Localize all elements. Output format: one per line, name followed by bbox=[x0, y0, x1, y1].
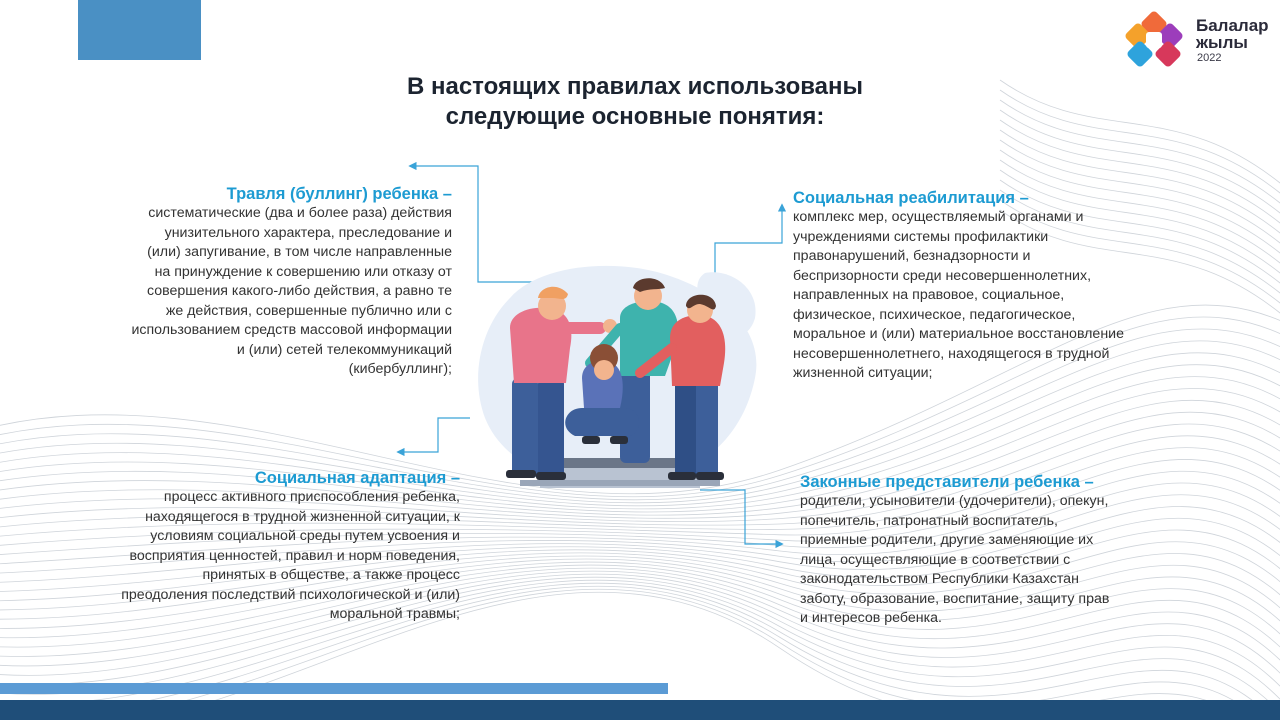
definition-line: физическое, психическое, педагогическое, bbox=[793, 306, 1076, 323]
definition-line: систематические (два и более раза) действия bbox=[148, 205, 452, 221]
definition-line: родители, усыновители (удочерители), опекун, bbox=[800, 493, 1109, 509]
definition-line: на принуждение к совершению или отказу от bbox=[154, 263, 452, 280]
definition-line: находящегося в трудной жизненной ситуации, к bbox=[145, 508, 460, 525]
term-heading: Социальная реабилитация – bbox=[793, 189, 1029, 207]
definition-line: использованием средств массовой информации bbox=[131, 322, 452, 338]
definition-line: направленных на правовое, социальное, bbox=[793, 287, 1065, 303]
definition-line: совершения какого-либо действия, а равно те bbox=[146, 283, 452, 299]
bottom-bar bbox=[0, 700, 1280, 720]
term-definition bbox=[793, 208, 1171, 384]
definition-line: приемные родители, другие заменяющие их bbox=[800, 532, 1094, 548]
definition-line: принятых в обществе, а также процесс bbox=[202, 567, 460, 583]
definition-line: правонарушений, безнадзорности и bbox=[793, 248, 1031, 264]
term-definition bbox=[70, 488, 460, 625]
term-heading: Законные представители ребенка – bbox=[800, 473, 1094, 491]
term-social-rehabilitation bbox=[793, 188, 1171, 384]
definition-line: же действия, совершенные публично или с bbox=[165, 302, 452, 319]
definition-line: процесс активного приспособления ребенка, bbox=[163, 489, 460, 505]
term-heading: Травля (буллинг) ребенка – bbox=[226, 185, 452, 203]
arrow-to-adaptation bbox=[398, 418, 470, 452]
bottom-accent-bar bbox=[0, 683, 668, 694]
logo-text-line2: жылы bbox=[1196, 33, 1248, 52]
slide-title-line2: следующие основные понятия: bbox=[445, 103, 825, 130]
logo-year: 2022 bbox=[1197, 52, 1222, 64]
term-definition bbox=[800, 492, 1160, 629]
definition-line: попечитель, патронатный воспитатель, bbox=[800, 512, 1058, 529]
definition-line: и (или) сетей телекоммуникаций bbox=[236, 341, 452, 358]
logo-text-line1: Балалар bbox=[1196, 16, 1269, 35]
definition-line: лица, осуществляющие в соответствии с bbox=[800, 551, 1071, 568]
definition-line: и интересов ребенка. bbox=[800, 610, 942, 626]
definition-line: жизненной ситуации; bbox=[793, 365, 933, 381]
definition-line: заботу, образование, воспитание, защиту прав bbox=[800, 590, 1110, 607]
definition-line: унизительного характера, преследование и bbox=[164, 224, 452, 241]
bullying-illustration bbox=[470, 258, 770, 494]
term-social-adaptation bbox=[70, 468, 460, 625]
definition-line: восприятия ценностей, правил и норм поведения, bbox=[129, 547, 460, 564]
slide-title-line1: В настоящих правилах использованы bbox=[406, 73, 864, 100]
definition-line: условиям социальной среды путем усвоения и bbox=[150, 528, 460, 544]
definition-line: несовершеннолетнего, находящегося в трудной bbox=[793, 345, 1110, 362]
term-definition bbox=[80, 204, 452, 380]
definition-line: учреждениями системы профилактики bbox=[793, 228, 1049, 245]
definition-line: моральной травмы; bbox=[329, 606, 460, 622]
definition-line: преодоления последствий психологической и (или) bbox=[121, 586, 460, 603]
definition-line: беспризорности среди несовершеннолетних, bbox=[793, 267, 1092, 284]
definition-line: моральное и (или) материальное восстановление bbox=[793, 326, 1124, 342]
term-bullying bbox=[80, 184, 452, 380]
definition-line: (или) запугивание, в том числе направленные bbox=[147, 244, 452, 260]
definition-line: законодательством Республики Казахстан bbox=[800, 571, 1079, 587]
definition-line: комплекс мер, осуществляемый органами и bbox=[793, 209, 1084, 225]
arrow-to-legal-representatives bbox=[700, 490, 782, 544]
term-legal-representatives bbox=[800, 472, 1160, 629]
term-heading: Социальная адаптация – bbox=[254, 469, 460, 487]
definition-line: (кибербуллинг); bbox=[348, 361, 452, 377]
